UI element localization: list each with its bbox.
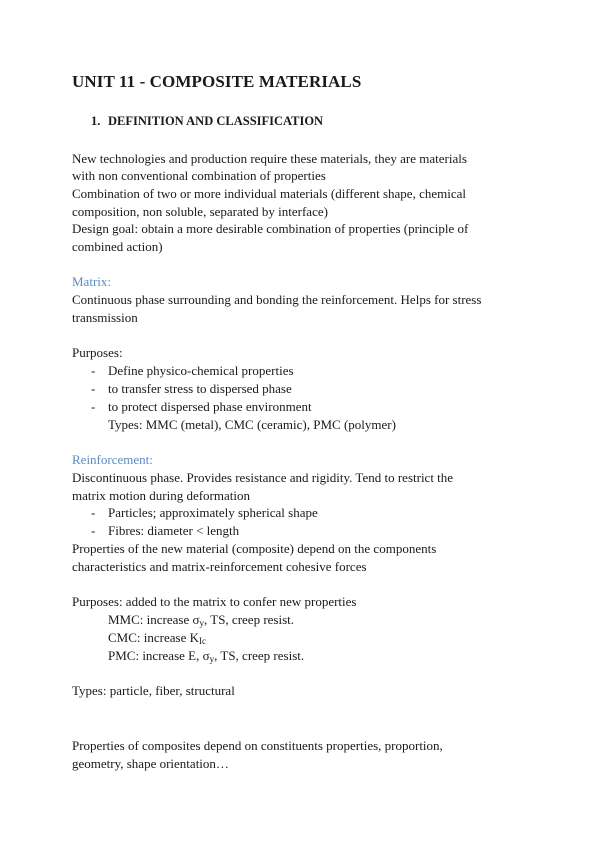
cmc-subscript: Ic bbox=[198, 636, 206, 646]
reinforcement-bullet bbox=[91, 504, 318, 522]
mmc-line bbox=[108, 611, 294, 629]
reinforcement-bullet bbox=[91, 522, 239, 540]
intro-line: composition, non soluble, separated by interface) bbox=[72, 204, 328, 219]
mmc-text-rest: , TS, creep resist. bbox=[204, 612, 295, 627]
intro-line: with non conventional combination of properties bbox=[72, 168, 326, 183]
reinforcement-desc-line: matrix motion during deformation bbox=[72, 488, 250, 503]
intro-line: New technologies and production require these materials, they are materials bbox=[72, 151, 467, 166]
bullet-dash: - bbox=[91, 363, 96, 378]
reinforcement-props-line: characteristics and matrix-reinforcement cohesive forces bbox=[72, 559, 367, 574]
bullet-text: Define physico-chemical properties bbox=[108, 363, 294, 378]
matrix-heading: Matrix: bbox=[72, 274, 111, 289]
pmc-text-rest: , TS, creep resist. bbox=[214, 648, 305, 663]
bullet-text: Particles; approximately spherical shape bbox=[108, 505, 318, 520]
reinforcement-purposes: Purposes: added to the matrix to confer new properties bbox=[72, 594, 357, 609]
bullet-text: Fibres: diameter < length bbox=[108, 523, 240, 538]
intro-line: Combination of two or more individual materials (different shape, chemical bbox=[72, 186, 466, 201]
pmc-line bbox=[108, 647, 304, 665]
unit-title: UNIT 11 - COMPOSITE MATERIALS bbox=[72, 72, 362, 91]
bullet-text: to transfer stress to dispersed phase bbox=[108, 381, 292, 396]
intro-line: combined action) bbox=[72, 239, 163, 254]
bullet-dash: - bbox=[91, 523, 96, 538]
closing-line: geometry, shape orientation… bbox=[72, 756, 229, 771]
cmc-text: CMC: increase K bbox=[108, 630, 199, 645]
pmc-subscript: y bbox=[209, 654, 215, 664]
reinforcement-heading: Reinforcement: bbox=[72, 452, 153, 467]
cmc-line bbox=[108, 629, 206, 647]
section-heading bbox=[91, 114, 323, 129]
bullet-dash: - bbox=[91, 381, 96, 396]
reinforcement-types: Types: particle, fiber, structural bbox=[72, 683, 235, 698]
bullet-text: to protect dispersed phase environment bbox=[108, 399, 312, 414]
matrix-types: Types: MMC (metal), CMC (ceramic), PMC (polymer) bbox=[108, 417, 396, 432]
bullet-dash: - bbox=[91, 505, 96, 520]
matrix-desc-line: Continuous phase surrounding and bonding the reinforcement. Helps for stress bbox=[72, 292, 482, 307]
reinforcement-desc-line: Discontinuous phase. Provides resistance and rigidity. Tend to restrict the bbox=[72, 470, 454, 485]
matrix-bullet bbox=[91, 380, 292, 398]
section-number: 1. bbox=[91, 114, 101, 128]
matrix-bullet bbox=[91, 362, 294, 380]
bullet-dash: - bbox=[91, 399, 96, 414]
matrix-bullet bbox=[91, 398, 312, 416]
pmc-text: PMC: increase E, σ bbox=[108, 648, 210, 663]
intro-line: Design goal: obtain a more desirable combination of properties (principle of bbox=[72, 221, 469, 236]
matrix-purposes-label: Purposes: bbox=[72, 345, 123, 360]
section-title: DEFINITION AND CLASSIFICATION bbox=[108, 114, 324, 128]
reinforcement-props-line: Properties of the new material (composite) depend on the components bbox=[72, 541, 437, 556]
mmc-subscript: y bbox=[199, 618, 204, 628]
closing-line: Properties of composites depend on constituents properties, proportion, bbox=[72, 738, 443, 753]
mmc-text: MMC: increase σ bbox=[108, 612, 200, 627]
matrix-desc-line: transmission bbox=[72, 310, 138, 325]
